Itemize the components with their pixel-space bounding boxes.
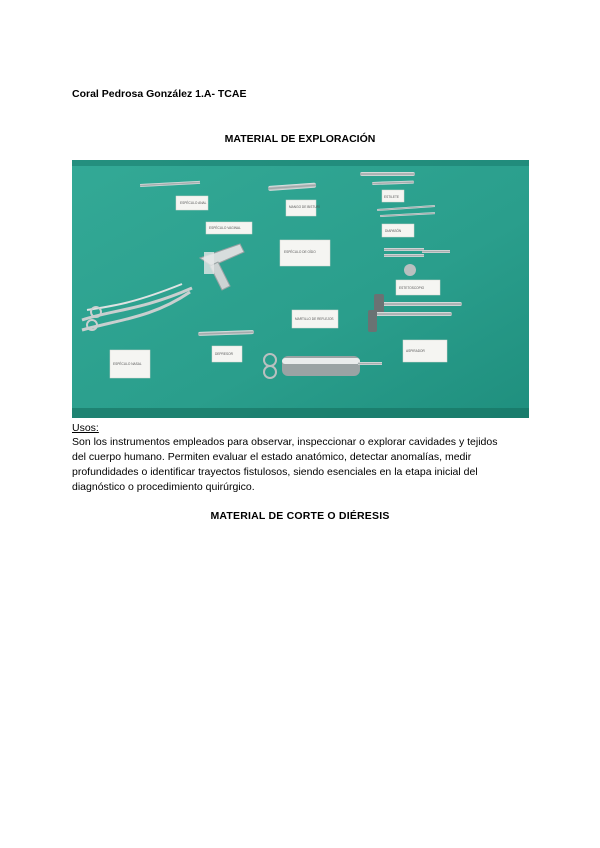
uses-paragraph bbox=[72, 435, 530, 495]
photo-label: MARTILLO DE REFLEJOS bbox=[295, 317, 334, 321]
photo-label: ESPÉCULO NASAL bbox=[113, 362, 142, 366]
photo-label: ESTILETE bbox=[384, 195, 400, 199]
photo-label: ESPÉCULO DE OÍDO bbox=[284, 250, 316, 254]
author-line: Coral Pedrosa González 1.A- TCAE bbox=[72, 88, 247, 100]
cloth-background bbox=[72, 160, 529, 418]
photo-label: MANGO DE BISTURÍ bbox=[289, 205, 320, 209]
photo-label: ESPÉCULO ANAL bbox=[180, 201, 207, 205]
photo-label: ASPIRADOR bbox=[406, 349, 425, 353]
uses-line: del cuerpo humano. Permiten evaluar el estado anatómico, detectar anomalías, medir bbox=[72, 451, 472, 463]
uses-line: profundidades o identificar trayectos fistulosos, siendo esenciales en la etapa inicial del bbox=[72, 466, 478, 478]
photo-label: ESTETOSCOPIO bbox=[399, 286, 425, 290]
photo-label: DEPRESOR bbox=[215, 352, 233, 356]
section-heading-cutting: MATERIAL DE CORTE O DIÉRESIS bbox=[210, 510, 390, 522]
uses-line: Son los instrumentos empleados para observar, inspeccionar o explorar cavidades y tejidos bbox=[72, 436, 498, 448]
section-heading-exploration: MATERIAL DE EXPLORACIÓN bbox=[224, 133, 376, 145]
uses-line: diagnóstico o procedimiento quirúrgico. bbox=[72, 481, 255, 493]
uses-label: Usos: bbox=[72, 422, 99, 434]
photo-label: DIAPASÓN bbox=[385, 229, 402, 233]
instruments-photo bbox=[72, 160, 529, 418]
photo-label: ESPÉCULO VAGINAL bbox=[209, 226, 241, 230]
